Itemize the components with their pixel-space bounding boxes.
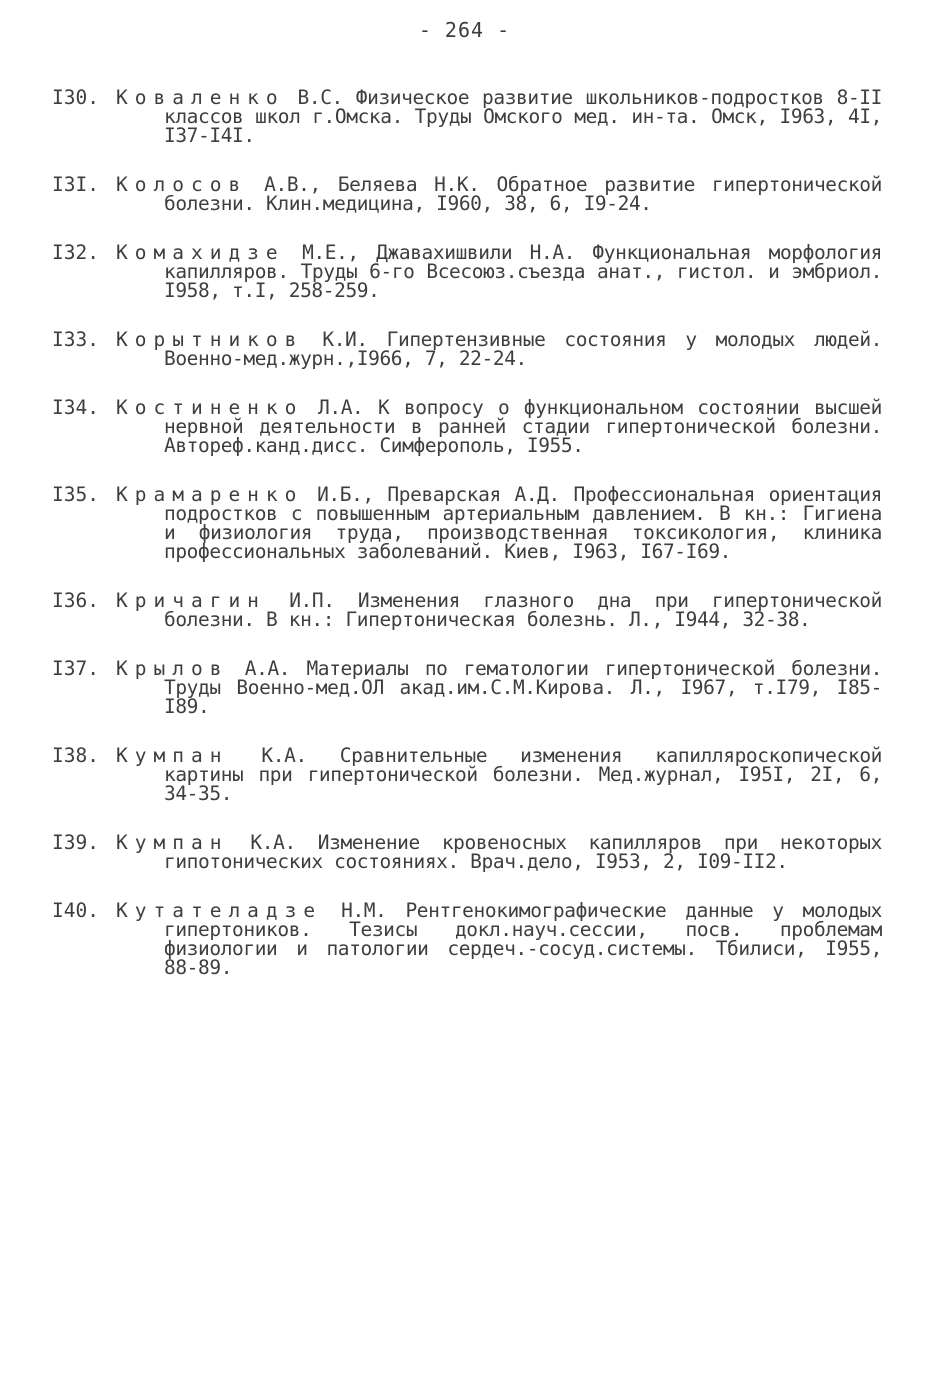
entry-text <box>116 243 882 300</box>
entry-author: Корытников <box>116 328 304 351</box>
entry-number: I32. <box>52 241 99 264</box>
entry-text <box>116 591 882 629</box>
entry-number: I39. <box>52 831 99 854</box>
entry-author: Крылов <box>116 657 229 680</box>
bibliography-entry <box>52 591 882 629</box>
page-number: - 264 - <box>418 18 511 42</box>
entry-number: I30. <box>52 86 99 109</box>
entry-citation: Л.А. К вопросу о функциональном состоянии высшей нервной деятельности в ранней стадии гипертонической болезни. Автореф.канд.дисс. Симферополь, I955. <box>164 396 882 457</box>
entry-number: I37. <box>52 657 99 680</box>
entry-text <box>116 485 882 561</box>
entry-author: Крамаренко <box>116 483 304 506</box>
entry-number: I40. <box>52 899 99 922</box>
bibliography-entry <box>52 243 882 300</box>
entry-number: I38. <box>52 744 99 767</box>
entry-citation: К.А. Изменение кровеносных капилляров при некоторых гипотонических состояниях. Врач.дело, I953, 2, I09-II2. <box>164 831 882 873</box>
entry-text <box>116 398 882 455</box>
entry-text <box>116 659 882 716</box>
entry-number: I3I. <box>52 173 99 196</box>
entry-citation: А.В., Беляева Н.К. Обратное развитие гипертонической болезни. Клин.медицина, I960, 38, 6, I9-24. <box>164 173 882 215</box>
entry-author: Колосов <box>116 173 248 196</box>
entry-number: I34. <box>52 396 99 419</box>
entry-text <box>116 330 882 368</box>
bibliography-entry <box>52 398 882 455</box>
entry-citation: М.Е., Джавахишвили Н.А. Функциональная морфология капилляров. Труды 6-го Всесоюз.съезда анат., гистол. и эмбриол. I958, т.I, 258-259. <box>164 241 882 302</box>
bibliography-entry <box>52 659 882 716</box>
entry-citation: Н.М. Рентгенокимографические данные у молодых гипертоников. Тезисы докл.науч.сессии, посв. проблемам физиологии и патологии сердеч.-сосуд.системы. Тбилиси, I955, 88-89. <box>164 899 882 979</box>
entry-author: Кричагин <box>116 589 266 612</box>
entry-citation: И.П. Изменения глазного дна при гипертонической болезни. В кн.: Гипертоническая болезнь. Л., I944, 32-38. <box>164 589 882 631</box>
entry-citation: К.И. Гипертензивные состояния у молодых людей. Военно-мед.журн.,I966, 7, 22-24. <box>164 328 882 370</box>
entry-text <box>116 88 882 145</box>
entry-author: Кумпан <box>116 831 229 854</box>
entry-author: Кутателадзе <box>116 899 323 922</box>
entry-text <box>116 901 882 977</box>
entry-number: I36. <box>52 589 99 612</box>
entry-author: Комахидзе <box>116 241 285 264</box>
entry-text <box>116 833 882 871</box>
entry-author: Коваленко <box>116 86 285 109</box>
bibliography-entry <box>52 175 882 213</box>
bibliography-entry <box>52 330 882 368</box>
bibliography-entry <box>52 833 882 871</box>
bibliography-entry <box>52 485 882 561</box>
entry-citation: И.Б., Преварская А.Д. Профессиональная ориентация подростков с повышенным артериальным давлением. В кн.: Гигиена и физиология труда, производственная токсикология, клиника профессиональных заболеваний. Киев, I963, I67-I69. <box>164 483 882 563</box>
bibliography-list <box>52 88 882 1007</box>
entry-citation: К.А. Сравнительные изменения капилляроскопической картины при гипертонической болезни. Мед.журнал, I95I, 2I, 6, 34-35. <box>164 744 882 805</box>
entry-number: I35. <box>52 483 99 506</box>
entry-author: Костиненко <box>116 396 304 419</box>
bibliography-entry <box>52 901 882 977</box>
entry-text <box>116 746 882 803</box>
entry-number: I33. <box>52 328 99 351</box>
entry-citation: А.А. Материалы по гематологии гипертонической болезни. Труды Военно-мед.ОЛ акад.им.С.М.Кирова. Л., I967, т.I79, I85-I89. <box>164 657 882 718</box>
bibliography-entry <box>52 746 882 803</box>
entry-text <box>116 175 882 213</box>
entry-citation: В.С. Физическое развитие школьников-подростков 8-II классов школ г.Омска. Труды Омского мед. ин-та. Омск, I963, 4I, I37-I4I. <box>164 86 882 147</box>
entry-author: Кумпан <box>116 744 229 767</box>
bibliography-entry <box>52 88 882 145</box>
